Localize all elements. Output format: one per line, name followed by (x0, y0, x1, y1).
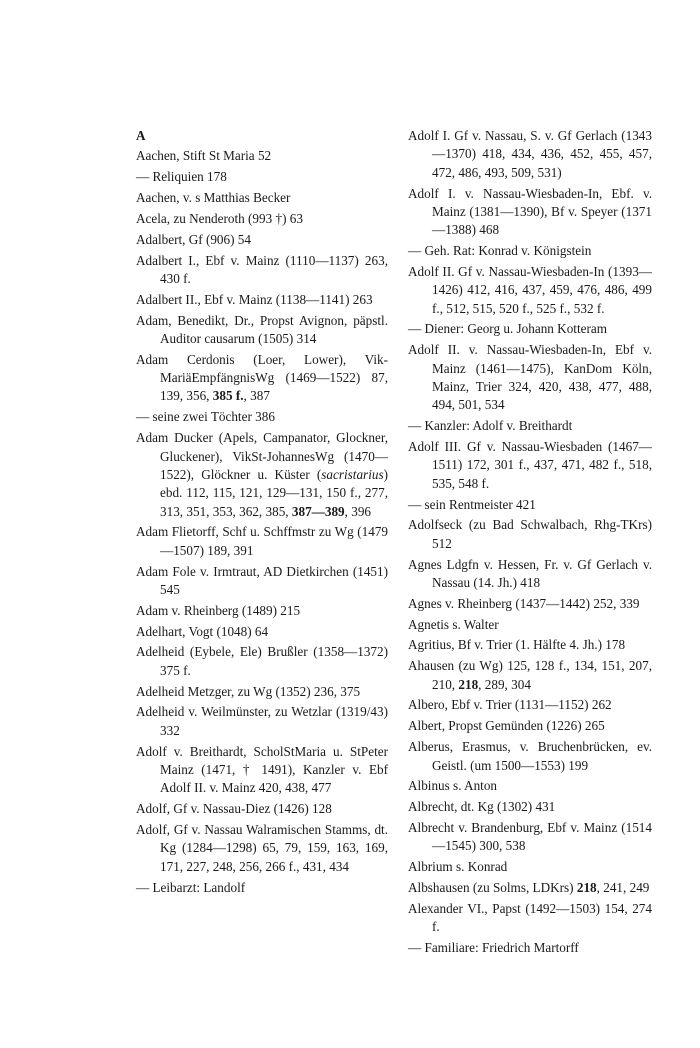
index-entry: — seine zwei Töchter 386 (136, 409, 275, 425)
index-entry: Agnes v. Rheinberg (1437—1442) 252, 339 (408, 595, 640, 611)
index-entry: Adolf I. v. Nassau-Wiesbaden-In, Ebf. v. Mainz (1381—1390), Bf v. Speyer (1371—1388) 468 (408, 185, 652, 238)
left-entry-list (136, 147, 388, 897)
index-entry: Adalbert I., Ebf v. Mainz (1110—1137) 263, 430 f. (136, 252, 388, 286)
right-entry-list (408, 127, 652, 957)
index-entry: Agritius, Bf v. Trier (1. Hälfte 4. Jh.) 178 (408, 637, 626, 653)
index-entry: Adam, Benedikt, Dr., Propst Avignon, päpstl. Auditor causarum (1505) 314 (136, 312, 388, 346)
index-entry: — Geh. Rat: Konrad v. Königstein (408, 243, 592, 259)
index-entry: Albrium s. Konrad (408, 859, 508, 875)
index-entry: Adelhart, Vogt (1048) 64 (136, 623, 269, 639)
index-entry: Albero, Ebf v. Trier (1131—1152) 262 (408, 697, 612, 713)
index-entry: Aachen, Stift St Maria 52 (136, 148, 272, 164)
index-entry: Alexander VI., Papst (1492—1503) 154, 274 f. (408, 900, 652, 935)
index-entry: — Kanzler: Adolf v. Breithardt (408, 418, 573, 434)
index-entry: Adolf III. Gf v. Nassau-Wiesbaden (1467—1511) 172, 301 f., 437, 471, 482 f., 518, 535, 548 f. (408, 439, 652, 491)
index-entry: Alberus, Erasmus, v. Bruchenbrücken, ev. Geistl. (um 1500—1553) 199 (408, 739, 652, 773)
index-column-left (136, 127, 388, 899)
index-entry: Adam v. Rheinberg (1489) 215 (136, 602, 301, 618)
index-entry: Adelheid v. Weilmünster, zu Wetzlar (1319/43) 332 (136, 704, 388, 738)
index-entry: Adam Flietorff, Schf u. Schffmstr zu Wg (1479—1507) 189, 391 (136, 524, 388, 558)
index-entry: Adolfseck (zu Bad Schwalbach, Rhg-TKrs) 512 (408, 517, 652, 551)
index-entry: Adam Cerdonis (Loer, Lower), Vik-MariäEmpfängnisWg (1469—1522) 87, 139, 356, 385 f., 387 (136, 351, 388, 404)
index-entry: Adolf II. Gf v. Nassau-Wiesbaden-In (1393—1426) 412, 416, 437, 459, 476, 486, 499 f., 512, 515, 520 f., 525 f., 532 f. (408, 263, 652, 316)
index-entry: — Familiare: Friedrich Martorff (408, 940, 579, 956)
index-entry: Adalbert, Gf (906) 54 (136, 231, 251, 247)
index-entry: Adelheid (Eybele, Ele) Brußler (1358—1372) 375 f. (136, 644, 388, 678)
index-entry: Acela, zu Nenderoth (993 †) 63 (136, 210, 303, 226)
index-column-right (408, 127, 652, 960)
index-entry: — Reliquien 178 (136, 169, 227, 185)
index-entry: Agnetis s. Walter (408, 616, 499, 632)
index-entry: Albert, Propst Gemünden (1226) 265 (408, 718, 605, 734)
index-entry: Albrecht v. Brandenburg, Ebf v. Mainz (1514—1545) 300, 538 (408, 820, 652, 854)
index-entry: — sein Rentmeister 421 (408, 496, 536, 512)
index-entry: Albinus s. Anton (408, 778, 498, 794)
index-entry: Adolf, Gf v. Nassau-Diez (1426) 128 (136, 801, 332, 817)
index-entry: Adelheid Metzger, zu Wg (1352) 236, 375 (136, 683, 361, 699)
index-entry: — Leibarzt: Landolf (136, 879, 246, 895)
index-entry: — Diener: Georg u. Johann Kotteram (408, 321, 607, 337)
index-entry: Adolf II. v. Nassau-Wiesbaden-In, Ebf v. Mainz (1461—1475), KanDom Köln, Mainz, Trier 324, 420, 438, 477, 488, 494, 501, 534 (408, 342, 652, 413)
index-entry: Adam Fole v. Irmtraut, AD Dietkirchen (1451) 545 (136, 563, 388, 597)
index-entry: Adam Ducker (Apels, Campanator, Glockner, Gluckener), VikSt-JohannesWg (1470—1522), Glöckner u. Küster (sacristarius) ebd. 112, 115, 121, 129—131, 150 f., 277, 313, 351, 353, 362, 385, 387—389, 396 (136, 430, 388, 519)
index-entry: Albrecht, dt. Kg (1302) 431 (408, 799, 556, 815)
index-entry: Ahausen (zu Wg) 125, 128 f., 134, 151, 207, 210, 218, 289, 304 (408, 658, 652, 692)
section-letter-heading: A (136, 128, 146, 143)
index-entry: Adolf v. Breithardt, ScholStMaria u. StPeter Mainz (1471, † 1491), Kanzler v. Ebf Adolf II. v. Mainz 420, 438, 477 (136, 743, 388, 796)
index-entry: Aachen, v. s Matthias Becker (136, 190, 291, 206)
index-entry: Albshausen (zu Solms, LDKrs) 218, 241, 249 (408, 880, 650, 896)
index-entry: Adalbert II., Ebf v. Mainz (1138—1141) 263 (136, 291, 373, 307)
index-entry: Adolf I. Gf v. Nassau, S. v. Gf Gerlach (1343—1370) 418, 434, 436, 452, 455, 457, 472, 486, 493, 509, 531) (408, 128, 652, 180)
index-entry: Agnes Ldgfn v. Hessen, Fr. v. Gf Gerlach v. Nassau (14. Jh.) 418 (408, 556, 652, 590)
index-entry: Adolf, Gf v. Nassau Walramischen Stamms, dt. Kg (1284—1298) 65, 79, 159, 163, 169, 171, 227, 248, 256, 266 f., 431, 434 (136, 822, 388, 874)
